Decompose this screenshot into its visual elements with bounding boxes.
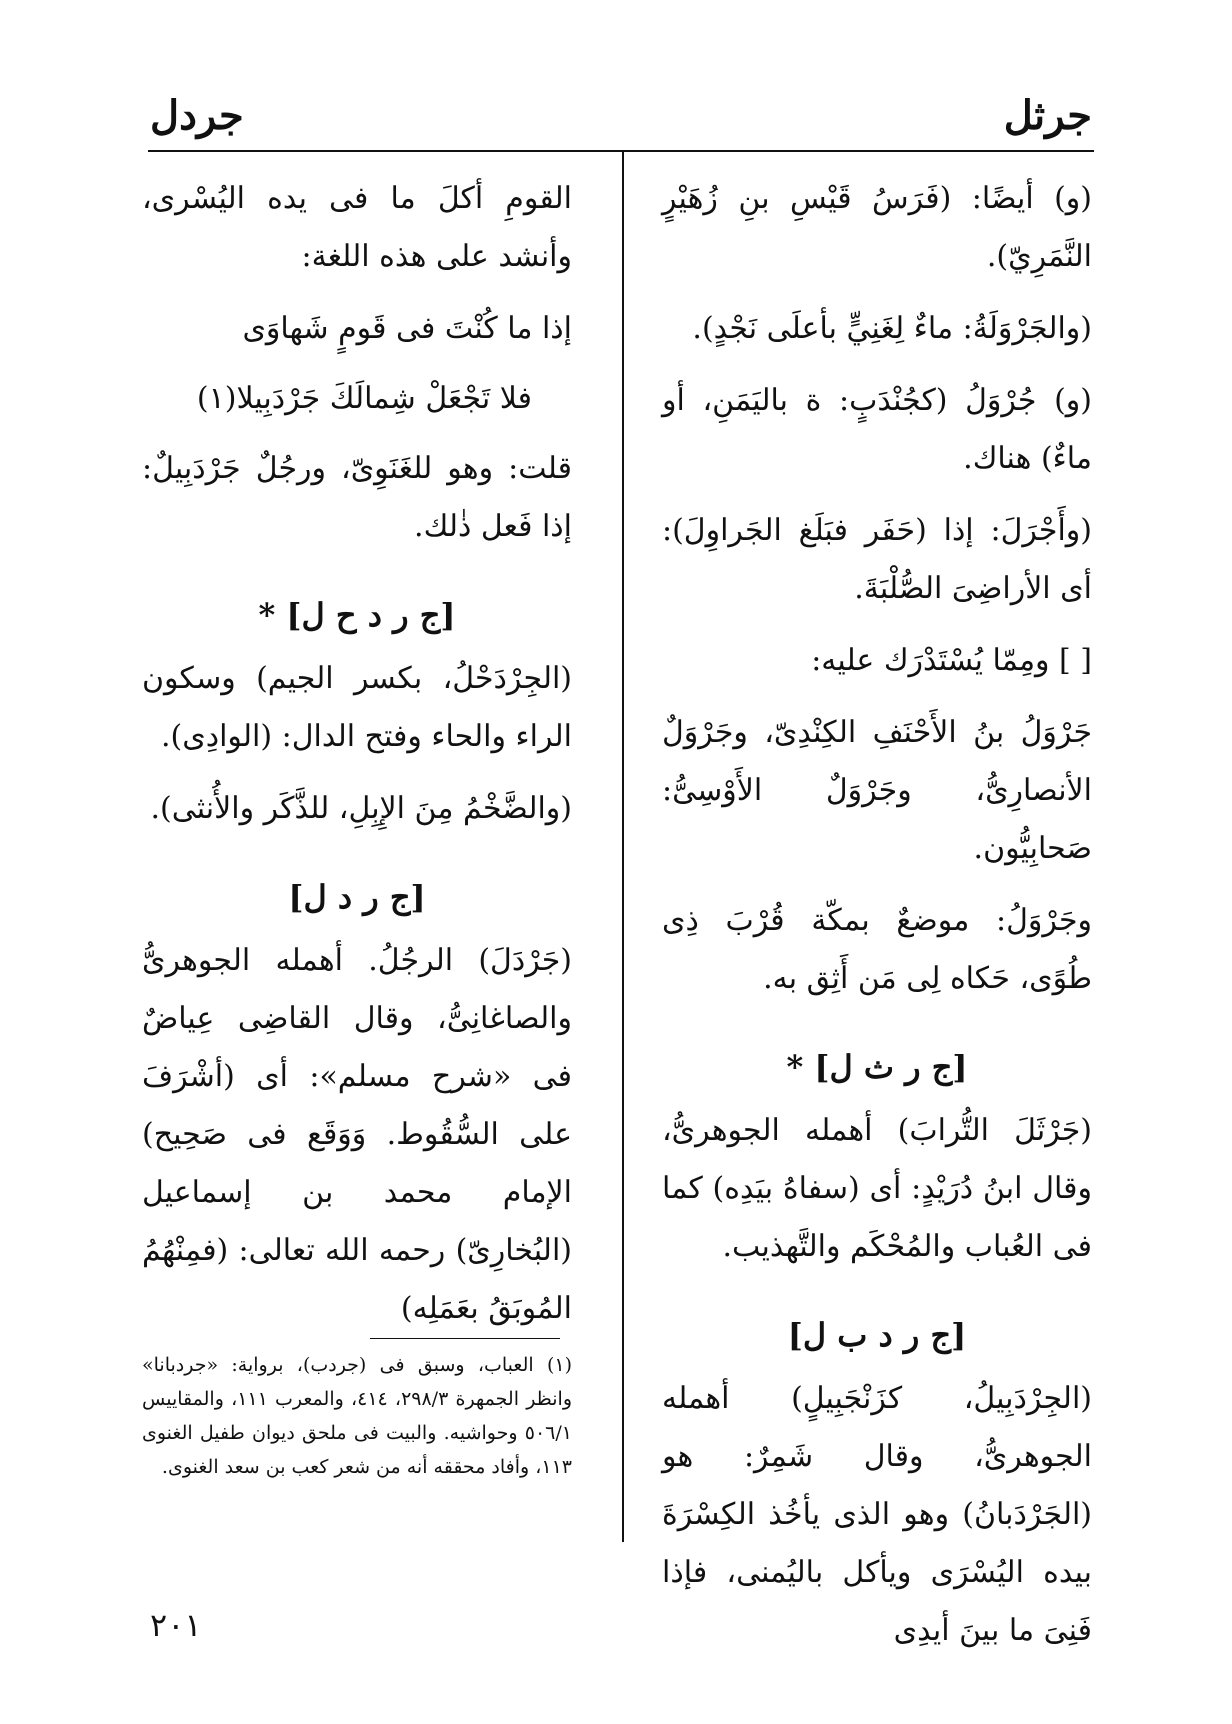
- entry-paragraph: (والجَرْوَلَةُ: ماءٌ لِغَنِيٍّ بأعلَى نَجْدٍ).: [692, 311, 1092, 346]
- right-column: [662, 170, 1092, 1674]
- entry-paragraph: (جَرْدَلَ) الرجُلُ. أهمله الجوهرىُّ والصاغانِىُّ، وقال القاضِى عِياضٌ فى «شرح مسلم»: أى (أشْرَفَ على السُّقُوط. وَوَقَع فى صَحِيح) الإمام محمد بن إسماعيل (البُخارِىّ) رحمه الله تعالى: (فمِنْهُمُ المُوبَقُ بعَمَلِه): [142, 943, 572, 1326]
- header-left-word: جردل: [150, 92, 244, 139]
- root-heading: [ج ر د ح ل] *: [258, 596, 456, 634]
- entry-paragraph: القومِ أكلَ ما فى يده اليُسْرى، وأنشد على هذه اللغة:: [142, 181, 572, 274]
- entry-paragraph: جَرْوَلُ بنُ الأَحْنَفِ الكِنْدِىّ، وجَرْوَلٌ الأنصارِىُّ، وجَرْوَلٌ الأَوْسِىُّ: صَحابِيُّون.: [662, 715, 1092, 866]
- footnote: (١) العباب، وسبق فى (جردب)، برواية: «جردبانا» وانظر الجمهرة ٢٩٨/٣، ٤١٤، والمعرب ١١١، والمقاييس ٥٠٦/١ وحواشيه. والبيت فى ملحق ديوان طفيل الغنوى ١١٣، وأفاد محققه أنه من شعر كعب بن سعد الغنوى.: [142, 1354, 573, 1478]
- entry-paragraph: (و) جُرْوَلُ (كجُنْدَبٍ: ة باليَمَنِ، أو ماءٌ) هناك.: [662, 383, 1092, 476]
- entry-paragraph: قلت: وهو للغَنَوِىّ، ورجُلٌ جَرْدَبِيلٌ: إذا فَعل ذٰلك.: [142, 451, 572, 544]
- header-right-word: جرثل: [1003, 92, 1092, 139]
- footnote-rule: [370, 1338, 560, 1339]
- verse-line: إذا ما كُنْتَ فى قَومٍ شَهاوَى: [242, 311, 572, 346]
- column-divider: [622, 152, 624, 1542]
- entry-paragraph: [ ] ومِمّا يُسْتَدْرَك عليه:: [811, 643, 1092, 678]
- header-rule: [148, 150, 1094, 152]
- entry-paragraph: (جَرْثَلَ التُّرابَ) أهمله الجوهرىُّ، وقال ابنُ دُرَيْدٍ: أى (سفاهُ بيَدِه) كما فى العُباب والمُحْكَم والتَّهذيب.: [662, 1113, 1092, 1264]
- entry-paragraph: (الجِرْدَحْلُ، بكسر الجيم) وسكون الراء والحاء وفتح الدال: (الوادِى).: [142, 661, 572, 754]
- entry-paragraph: (و) أيضًا: (فَرَسُ قَيْسِ بنِ زُهَيْرٍ النَّمَرِيّ).: [662, 181, 1092, 274]
- page-number: ٢٠١: [150, 1606, 202, 1644]
- entry-paragraph: (وأَجْرَلَ: إذا (حَفَر فبَلَغ الجَراوِلَ): أى الأراضِىَ الصُّلْبَةَ.: [662, 513, 1092, 606]
- entry-paragraph: (الجِرْدَبِيلُ، كزَنْجَبِيلٍ) أهمله الجوهرىُّ، وقال شَمِرٌ: هو (الجَرْدَبانُ) وهو الذى يأخُذ الكِسْرَةَ بيده اليُسْرَى ويأكل باليُمنى، فإذا فَنِىَ ما بينَ أيدِى: [662, 1381, 1092, 1648]
- root-heading: [ج ر د ل]: [288, 878, 426, 916]
- root-heading: [ج ر ث ل] *: [786, 1048, 968, 1086]
- verse-line: فلا تَجْعَلْ شِمالَكَ جَرْدَبِيلا(١): [196, 381, 532, 416]
- entry-paragraph: وجَرْوَلُ: موضعٌ بمكّة قُرْبَ ذِى طُوًى، حَكاه لِى مَن أَثِق به.: [662, 903, 1092, 996]
- root-heading: [ج ر د ب ل]: [787, 1316, 967, 1354]
- left-column: [142, 170, 572, 1352]
- entry-paragraph: (والضَّخْمُ مِنَ الإِبِلِ، للذَّكَر والأُنثى).: [150, 791, 572, 826]
